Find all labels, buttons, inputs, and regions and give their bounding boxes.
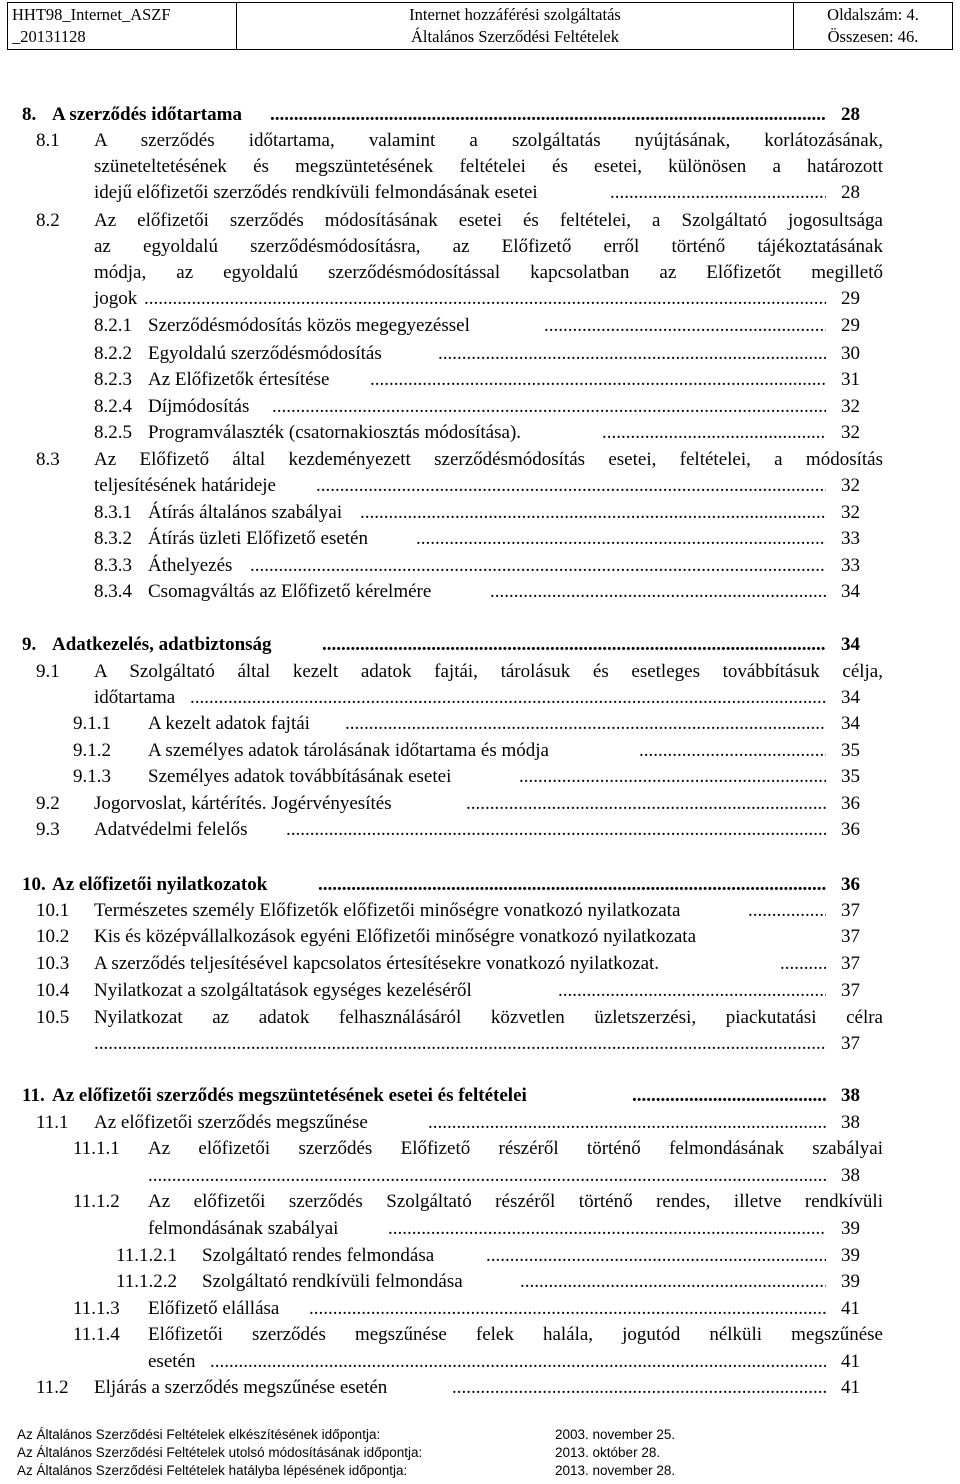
toc-title-line: módja, az egyoldalú szerződésmódosítással kapcsolatban az Előfizetőt megillető <box>94 262 883 283</box>
toc-number: 8.2.3 <box>94 369 132 390</box>
toc-page: 37 <box>841 953 860 974</box>
toc-title: Programválaszték (csatornakiosztás módosítása). <box>148 422 522 443</box>
toc-page: 39 <box>841 1271 860 1292</box>
toc-title-line: Az előfizetői szerződés módosításának esetei és feltételei, a Szolgáltató jogosultsága <box>94 210 883 231</box>
toc-entry-11-1-4[interactable] <box>73 1322 883 1348</box>
toc-page: 34 <box>841 581 860 602</box>
toc-entry-8-3-4[interactable] <box>94 579 860 605</box>
toc-number: 9.3 <box>36 819 60 840</box>
toc-number: 11.1.1 <box>73 1138 120 1159</box>
toc-entry-8-2-cont1[interactable] <box>94 234 883 260</box>
toc-page: 32 <box>841 396 860 417</box>
document-id-line1: HHT98_Internet_ASZF <box>12 5 171 24</box>
toc-page: 34 <box>841 713 860 734</box>
toc-entry-11-1-2[interactable] <box>73 1189 883 1215</box>
toc-number: 11.1.2 <box>73 1191 120 1212</box>
toc-entry-8-3-1[interactable] <box>94 500 860 526</box>
footer-date: 2003. november 25. <box>555 1427 676 1442</box>
toc-page: 36 <box>841 874 860 895</box>
toc-number: 8.2.5 <box>94 422 132 443</box>
footer-label: Az Általános Szerződési Feltételek hatályba lépésének időpontja: <box>17 1463 408 1478</box>
page-counter <box>794 3 953 50</box>
toc-page: 41 <box>841 1351 860 1372</box>
toc-number: 10.1 <box>36 900 70 921</box>
toc-page: 35 <box>841 766 860 787</box>
leader-dots <box>416 526 826 552</box>
leader-dots <box>519 764 826 790</box>
toc-entry-9-3[interactable] <box>36 817 860 843</box>
toc-title: A szerződés teljesítésével kapcsolatos értesítésekre vonatkozó nyilatkozat. <box>94 953 660 974</box>
toc-title: Átírás üzleti Előfizető esetén <box>148 528 368 549</box>
toc-title-line: Az előfizetői szerződés Szolgáltató részéről történő rendes, illetve rendkívüli <box>148 1191 883 1212</box>
leader-dots <box>466 791 826 817</box>
toc-number: 11.1.4 <box>73 1324 120 1345</box>
toc-number: 8. <box>22 104 37 125</box>
toc-entry-9-1[interactable] <box>36 659 883 685</box>
toc-entry-9[interactable] <box>22 632 860 658</box>
page-total: Összesen: 46. <box>827 27 919 46</box>
toc-entry-10[interactable] <box>22 872 860 898</box>
toc-number: 9.2 <box>36 793 60 814</box>
toc-title-line: Nyilatkozat az adatok felhasználásáról közvetlen üzletszerzési, piackutatási célra <box>94 1007 883 1028</box>
toc-title: A személyes adatok tárolásának időtartama és módja <box>148 740 549 761</box>
toc-page: 35 <box>841 740 860 761</box>
toc-entry-11-1-2-1[interactable] <box>116 1243 860 1269</box>
toc-title-line: esetén <box>148 1351 196 1372</box>
toc-title: Az előfizetői szerződés megszűnése <box>94 1112 368 1133</box>
toc-number: 8.3.2 <box>94 528 132 549</box>
toc-number: 8.2.4 <box>94 396 132 417</box>
toc-entry-11-1-1[interactable] <box>73 1136 883 1162</box>
toc-page: 37 <box>841 900 860 921</box>
toc-title: Eljárás a szerződés megszűnése esetén <box>94 1377 388 1398</box>
leader-dots <box>438 341 826 367</box>
document-id-line2: _20131128 <box>12 27 86 46</box>
leader-dots <box>632 1083 826 1109</box>
leader-dots <box>250 553 826 579</box>
toc-entry-11-1-2-last[interactable] <box>148 1216 860 1242</box>
toc-number: 8.3.3 <box>94 555 132 576</box>
leader-dots <box>309 1296 826 1322</box>
toc-entry-10-2[interactable] <box>36 924 860 950</box>
toc-title-line: jogok <box>94 288 138 309</box>
toc-page: 31 <box>841 369 860 390</box>
toc-title-line: Az előfizetői szerződés Előfizető részéről történő felmondásának szabályai <box>148 1138 883 1159</box>
leader-dots <box>148 1163 826 1189</box>
leader-dots <box>490 579 826 605</box>
toc-number: 8.3.4 <box>94 581 132 602</box>
toc-page: 28 <box>841 104 860 125</box>
leader-dots <box>286 817 826 843</box>
toc-number: 10.3 <box>36 953 70 974</box>
toc-page: 29 <box>841 315 860 336</box>
toc-entry-8-2-1[interactable] <box>94 313 860 339</box>
toc-number: 10.2 <box>36 926 70 947</box>
toc-number: 8.2.2 <box>94 343 132 364</box>
toc-entry-9-1-last[interactable] <box>94 685 860 711</box>
toc-title: Az Előfizetők értesítése <box>148 369 330 390</box>
toc-number: 8.3 <box>36 449 60 470</box>
toc-entry-8-2-2[interactable] <box>94 341 860 367</box>
toc-page: 41 <box>841 1298 860 1319</box>
toc-page: 28 <box>841 182 860 203</box>
toc-page: 33 <box>841 555 860 576</box>
toc-number: 10.4 <box>36 980 70 1001</box>
toc-entry-8-1-cont[interactable] <box>94 154 883 180</box>
toc-title: Átírás általános szabályai <box>148 502 343 523</box>
toc-number: 11. <box>22 1085 45 1106</box>
toc-number: 8.3.1 <box>94 502 132 523</box>
footer-row-effective <box>17 1462 957 1480</box>
toc-entry-11-2[interactable] <box>36 1375 860 1401</box>
toc-title-line: szüneteltetésének és megszüntetésének feltételei és esetei, különösen a határozott <box>94 156 883 177</box>
toc-page: 34 <box>841 687 860 708</box>
leader-dots <box>558 978 826 1004</box>
toc-title: Nyilatkozat a szolgáltatások egységes kezeléséről <box>94 980 472 1001</box>
toc-page: 29 <box>841 288 860 309</box>
toc-entry-10-1[interactable] <box>36 898 860 924</box>
toc-title-line: az egyoldalú szerződésmódosításra, az Előfizető erről történő tájékoztatásának <box>94 236 883 257</box>
document-id <box>8 3 237 50</box>
toc-entry-8-1[interactable] <box>36 128 883 154</box>
toc-title-line: Előfizetői szerződés megszűnése felek halála, jogutód nélküli megszűnése <box>148 1324 883 1345</box>
toc-title: Az előfizetői nyilatkozatok <box>52 874 268 895</box>
toc-page: 37 <box>841 1033 860 1054</box>
toc-entry-10-5[interactable] <box>36 1005 883 1031</box>
toc-entry-8-2-3[interactable] <box>94 367 860 393</box>
toc-number: 8.2 <box>36 210 60 231</box>
footer-label: Az Általános Szerződési Feltételek utolsó módosításának időpontja: <box>17 1445 423 1460</box>
toc-entry-9-1-3[interactable] <box>73 764 860 790</box>
toc-number: 10.5 <box>36 1007 70 1028</box>
toc-page: 38 <box>841 1085 860 1106</box>
toc-title: Előfizető elállása <box>148 1298 280 1319</box>
toc-title-line: A szerződés időtartama, valamint a szolgáltatás nyújtásának, korlátozásának, <box>94 130 883 151</box>
leader-dots <box>748 898 826 924</box>
toc-title-line: idejű előfizetői szerződés rendkívüli felmondásának esetei <box>94 182 538 203</box>
toc-title: Személyes adatok továbbításának esetei <box>148 766 452 787</box>
toc-entry-8-2-4[interactable] <box>94 394 860 420</box>
toc-entry-8-3-3[interactable] <box>94 553 860 579</box>
toc-title-line: teljesítésének határideje <box>94 475 276 496</box>
toc-entry-11-1-1-last[interactable] <box>148 1163 860 1189</box>
toc-number: 9.1.2 <box>73 740 111 761</box>
toc-page: 32 <box>841 475 860 496</box>
toc-page: 41 <box>841 1377 860 1398</box>
footer-label: Az Általános Szerződési Feltételek elkészítésének időpontja: <box>17 1427 381 1442</box>
toc-page: 39 <box>841 1218 860 1239</box>
toc-number: 11.1.2.1 <box>116 1245 178 1266</box>
toc-number: 10. <box>22 874 46 895</box>
toc-page: 37 <box>841 926 860 947</box>
toc-page: 37 <box>841 980 860 1001</box>
toc-entry-11-1-2-2[interactable] <box>116 1269 860 1295</box>
leader-dots <box>94 1031 826 1057</box>
leader-dots <box>428 1110 826 1136</box>
toc-number: 9.1 <box>36 661 60 682</box>
toc-entry-8-1-last[interactable] <box>94 180 860 206</box>
toc-title: Jogorvoslat, kártérítés. Jogérvényesítés <box>94 793 392 814</box>
leader-dots <box>780 951 826 977</box>
toc-title: Díjmódosítás <box>148 396 250 417</box>
leader-dots <box>610 180 826 206</box>
leader-dots <box>318 872 826 898</box>
leader-dots <box>370 367 826 393</box>
toc-title-line: felmondásának szabályai <box>148 1218 339 1239</box>
toc-entry-11-1-3[interactable] <box>73 1296 860 1322</box>
toc-title: Szolgáltató rendkívüli felmondása <box>202 1271 463 1292</box>
document-title-line1: Internet hozzáférési szolgáltatás <box>409 5 621 24</box>
toc-entry-9-2[interactable] <box>36 791 860 817</box>
toc-entry-8-3-last[interactable] <box>94 473 860 499</box>
leader-dots <box>272 394 826 420</box>
footer-row-modified <box>17 1444 957 1462</box>
toc-entry-9-1-2[interactable] <box>73 738 860 764</box>
toc-title: Adatvédelmi felelős <box>94 819 248 840</box>
toc-page: 39 <box>841 1245 860 1266</box>
toc-page: 38 <box>841 1165 860 1186</box>
leader-dots <box>210 1349 826 1375</box>
toc-number: 9. <box>22 634 37 655</box>
page-number: Oldalszám: 4. <box>827 5 919 24</box>
toc-title: Csomagváltás az Előfizető kérelmére <box>148 581 432 602</box>
toc-page: 36 <box>841 793 860 814</box>
toc-entry-8-2-cont2[interactable] <box>94 260 883 286</box>
toc-page: 38 <box>841 1112 860 1133</box>
toc-title: Szolgáltató rendes felmondása <box>202 1245 435 1266</box>
toc-title: Egyoldalú szerződésmódosítás <box>148 343 382 364</box>
toc-title: Szerződésmódosítás közös megegyezéssel <box>148 315 470 336</box>
toc-entry-10-5-last[interactable] <box>94 1031 860 1057</box>
footer-row-created <box>17 1426 957 1444</box>
leader-dots <box>316 473 826 499</box>
toc-title: A kezelt adatok fajtái <box>148 713 310 734</box>
toc-entry-11-1-4-last[interactable] <box>148 1349 860 1375</box>
toc-entry-8[interactable] <box>22 102 860 128</box>
toc-number: 8.2.1 <box>94 315 132 336</box>
toc-number: 11.1.3 <box>73 1298 120 1319</box>
toc-entry-10-4[interactable] <box>36 978 860 1004</box>
document-title <box>237 3 794 50</box>
page-header <box>7 2 953 50</box>
toc-page: 34 <box>841 634 860 655</box>
toc-title-line: A Szolgáltató által kezelt adatok fajtái, tárolásuk és esetleges továbbításuk célja, <box>94 661 883 682</box>
footer-date: 2013. november 28. <box>555 1463 676 1478</box>
toc-page: 30 <box>841 343 860 364</box>
leader-dots <box>544 313 826 339</box>
toc-entry-10-3[interactable] <box>36 951 860 977</box>
toc-title: Áthelyezés <box>148 555 233 576</box>
toc-title: Kis és középvállalkozások egyéni Előfizetői minőségre vonatkozó nyilatkozata <box>94 926 696 947</box>
toc-page: 32 <box>841 422 860 443</box>
toc-number: 9.1.3 <box>73 766 111 787</box>
leader-dots <box>360 500 826 526</box>
toc-entry-9-1-1[interactable] <box>73 711 860 737</box>
toc-entry-8-2[interactable] <box>36 208 883 234</box>
toc-page: 32 <box>841 502 860 523</box>
footer-date: 2013. október 28. <box>555 1445 661 1460</box>
leader-dots <box>345 711 826 737</box>
leader-dots <box>144 286 826 312</box>
leader-dots <box>520 1269 826 1295</box>
toc-entry-8-2-5[interactable] <box>94 420 860 446</box>
leader-dots <box>486 1243 826 1269</box>
toc-number: 9.1.1 <box>73 713 111 734</box>
leader-dots <box>639 738 826 764</box>
toc-entry-8-2-last[interactable] <box>94 286 860 312</box>
leader-dots <box>452 1375 826 1401</box>
toc-entry-11[interactable] <box>22 1083 860 1109</box>
toc-title-line: időtartama <box>94 687 176 708</box>
toc-title-line: Az Előfizető által kezdeményezett szerződésmódosítás esetei, feltételei, a módosítás <box>94 449 883 470</box>
leader-dots <box>388 1216 826 1242</box>
toc-number: 11.1 <box>36 1112 69 1133</box>
toc-title: Természetes személy Előfizetők előfizetői minőségre vonatkozó nyilatkozata <box>94 900 681 921</box>
toc-title: Adatkezelés, adatbiztonság <box>52 634 272 655</box>
toc-title: A szerződés időtartama <box>52 104 242 125</box>
toc-number: 11.2 <box>36 1377 69 1398</box>
toc-entry-11-1[interactable] <box>36 1110 860 1136</box>
toc-entry-8-3[interactable] <box>36 447 883 473</box>
page-footer <box>17 1426 957 1480</box>
leader-dots <box>602 420 826 446</box>
leader-dots <box>270 102 826 128</box>
toc-entry-8-3-2[interactable] <box>94 526 860 552</box>
toc-page: 33 <box>841 528 860 549</box>
leader-dots <box>322 632 826 658</box>
document-title-line2: Általános Szerződési Feltételek <box>410 27 619 46</box>
toc-page: 36 <box>841 819 860 840</box>
toc-number: 8.1 <box>36 130 60 151</box>
toc-title: Az előfizetői szerződés megszüntetésének esetei és feltételei <box>52 1085 527 1106</box>
leader-dots <box>190 685 826 711</box>
toc-number: 11.1.2.2 <box>116 1271 178 1292</box>
